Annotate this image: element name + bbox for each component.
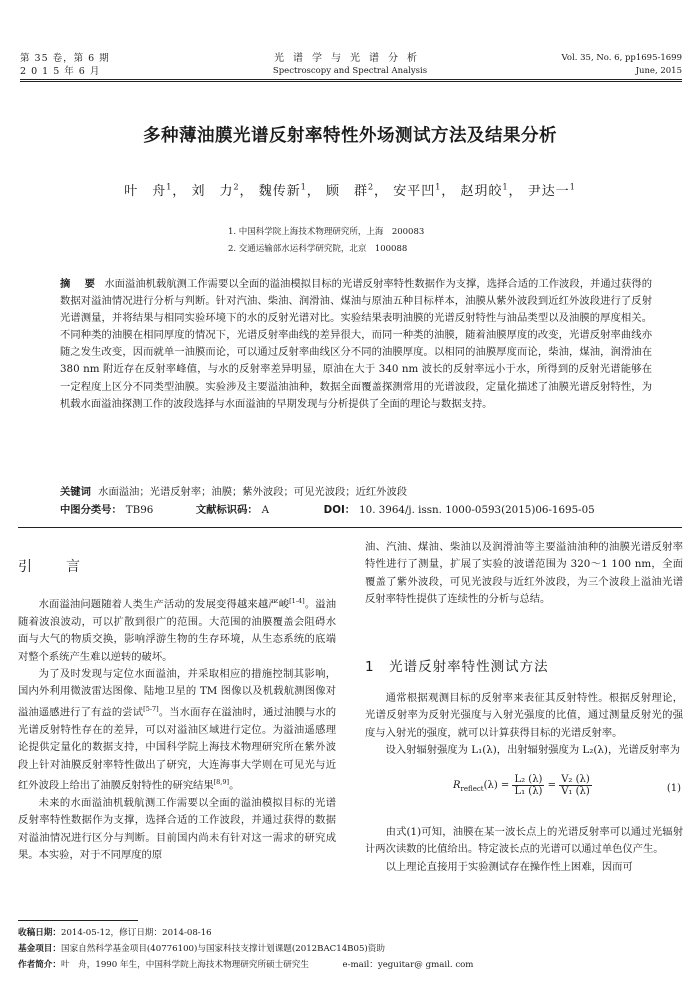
doi-value: 10. 3964/j. issn. 1000-0593(2015)06-1695-05 bbox=[359, 504, 595, 516]
affiliation: 1. 中国科学院上海技术物理研究所，上海 200083 bbox=[228, 227, 425, 237]
equation-1: $R_{reflect}(\lambda)$ = $\frac{\text{L₂ (λ)}}{\text{L₁ (λ)}}$ = $\frac{\text{V₂ (λ)}}{\text{V₁ (λ)}}$ (1) bbox=[453, 774, 681, 797]
paragraph: 为了及时发现与定位水面溢油，并采取相应的措施控制其影响，国内外利用微波雷达图像、陆地卫星的 TM 图像以及机载航测图像对溢油遥感进行了有益的尝试[5-7]。当水面存在溢油时，通过油膜与水的光谱反射特性存在的差异，可以对溢油区域进行定位。为溢油遥感理论提供定量化的数据支持，中国科学院上海技术物理研究所在紫外波段上针对油膜反射率特性做出了研究，大连海事大学则在可见光与近红外波段上给出了油膜反射特性的研究结果[8,9]。 bbox=[18, 668, 337, 792]
clc-value: TB96 bbox=[125, 504, 154, 516]
abstract-rule bbox=[18, 527, 682, 528]
header-rule-thin bbox=[20, 81, 682, 82]
section-1-body bbox=[365, 690, 683, 760]
citation: [1-4] bbox=[289, 597, 305, 605]
journal-name-en: Spectroscopy and Spectral Analysis bbox=[272, 66, 428, 76]
eq-lhs: $R_{reflect}(\lambda)$ = bbox=[453, 780, 510, 793]
author-email[interactable]: e-mail：yeguitar@ gmail. com bbox=[342, 960, 474, 970]
header-rule bbox=[20, 79, 682, 80]
paragraph: 通常根据观测目标的反射率来表征其反射特性。根据反射理论，光谱反射率为反射光强度与入射光强度的比值，通过测量反射光的强度与入射光的强度，就可以计算获得目标的光谱反射率。 bbox=[365, 692, 683, 739]
publication-date-en: June, 2015 bbox=[635, 66, 682, 76]
author-list: 叶 舟$^1$， 刘 力$^2$， 魏传新$^1$， 顾 群$^2$， 安平凹$^1$， 赵玥皎$^1$， 尹达一$^1$ bbox=[124, 182, 576, 199]
footnote-funding: 基金项目：国家自然科学基金项目(40776100)与国家科技支撑计划课题(2012BAC14B05)资助 bbox=[18, 944, 385, 954]
author: 顾 群$^2$ bbox=[325, 182, 375, 199]
eq-fraction: $\frac{\text{L₂ (λ)}}{\text{L₁ (λ)}}$ bbox=[514, 774, 543, 797]
section-1-body-continued bbox=[365, 824, 683, 876]
keywords bbox=[60, 484, 407, 501]
citation: [8,9] bbox=[213, 777, 230, 786]
intro-body-continued bbox=[365, 539, 683, 609]
classification bbox=[60, 502, 595, 519]
doc-code-value: A bbox=[261, 504, 270, 516]
author: 安平凹$^1$ bbox=[393, 182, 442, 199]
abstract-text: 水面溢油机载航测工作需要以全面的溢油模拟目标的光谱反射率特性数据作为支撑，选择合适的工作波段，并通过获得的数据对溢油情况进行分析与判断。针对汽油、柴油、润滑油、煤油与原油五种目标样本，油膜从紫外波段到近红外波段进行了反射光谱测量，并将结果与相同实验环境下的水的反射光谱对比。实验结果表明油膜的光谱反射特性与油品类型以及油膜的厚度相关。不同种类的油膜在相同厚度的情况下，光谱反射率曲线的差异很大，而同一种类的油膜，随着油膜厚度的改变，光谱反射率曲线亦随之发生改变，因而就单一油膜而论，可以通过反射率曲线区分不同的油膜厚度。以相同的油膜厚度而论，柴油，煤油，润滑油在 380 nm 附近存在反射率峰值，与水的反射率差异明显，原油在大于 340 nm 波长的反射率远小于水，所得到的反射光谱能够在一定程度上区分不同类型油膜。实验涉及主要溢油油种，数据全面覆盖探测常用的光谱波段，定量化描述了油膜光谱反射特性，为机载水面溢油探测工作的波段选择与水面溢油的早期发现与分析提供了全面的理论与数据支持。 bbox=[60, 278, 653, 410]
keywords-label: 关键词 bbox=[60, 486, 91, 498]
clc-label: 中图分类号： bbox=[60, 504, 122, 516]
abstract bbox=[60, 276, 652, 413]
paragraph: 设入射辐射强度为 L₁(λ)，出射辐射强度为 L₂(λ)，光谱反射率为 bbox=[385, 744, 681, 757]
volume-issue: 第 35 卷，第 6 期 bbox=[20, 53, 110, 64]
footnote-received: 收稿日期：2014-05-12，修订日期：2014-08-16 bbox=[18, 928, 212, 938]
footnote-rule bbox=[18, 920, 138, 921]
author: 赵玥皎$^1$ bbox=[460, 182, 509, 199]
publication-date: 2 0 1 5 年 6 月 bbox=[20, 66, 101, 77]
journal-name-cn: 光谱学与光谱分析 bbox=[274, 53, 426, 64]
paper-title: 多种薄油膜光谱反射率特性外场测试方法及结果分析 bbox=[143, 126, 557, 146]
paragraph: 水面溢油问题随着人类生产活动的发展变得越来越严峻[1-4]。溢油随着波浪波动，可以扩散到很广的范围。大范围的油膜覆盖会阻碍水面与大气的物质交换，影响浮游生物的生存环境，从生态系统的底端对整个系统产生难以逆转的破坏。 bbox=[18, 597, 337, 663]
paragraph: 由式(1)可知，油膜在某一波长点上的光谱反射率可以通过光辐射计两次读数的比值给出。特定波长点的光谱可以通过单色仪产生。 bbox=[365, 826, 683, 856]
eq-number: (1) bbox=[666, 783, 681, 794]
keywords-text: 水面溢油；光谱反射率；油膜；紫外波段；可见光波段；近红外波段 bbox=[98, 486, 408, 498]
volume-pages-en: Vol. 35, No. 6, pp1695-1699 bbox=[561, 53, 682, 63]
section-title-1: 1 光谱反射率特性测试方法 bbox=[365, 659, 549, 675]
intro-body bbox=[18, 593, 336, 864]
paragraph: 未来的水面溢油机载航测工作需要以全面的溢油模拟目标的光谱反射率特性数据作为支撑，选择合适的工作波段，并通过获得的数据对溢油情况进行区分与判断。目前国内尚未有针对这一需求的研究成果。本实验，对于不同厚度的原 bbox=[18, 796, 336, 861]
paragraph: 以上理论直接用于实验测试存在操作性上困难，因而可 bbox=[385, 860, 633, 873]
journal-volume-info-en bbox=[562, 52, 682, 78]
abstract-label: 摘 要 bbox=[60, 278, 98, 290]
section-title-intro: 引 言 bbox=[18, 559, 90, 575]
eq-fraction: $\frac{\text{V₂ (λ)}}{\text{V₁ (λ)}}$ bbox=[561, 774, 590, 797]
paragraph: 油、汽油、煤油、柴油以及润滑油等主要溢油油种的油膜光谱反射率特性进行了测量，扩展了实验的波谱范围为 320～1 100 nm，全面覆盖了紫外波段，可见光波段与近红外波段，为三个波段上溢油光谱反射率特性提供了连续性的分析与总结。 bbox=[365, 541, 683, 606]
citation: [5-7] bbox=[143, 704, 159, 713]
author: 尹达一$^1$ bbox=[527, 182, 576, 199]
footnote-author-bio: 作者简介：叶 舟，1990 年生，中国科学院上海技术物理研究所硕士研究生 e-mail：yeguitar@ gmail. com bbox=[18, 960, 474, 970]
author: 刘 力$^2$ bbox=[191, 182, 240, 199]
doc-code-label: 文献标识码： bbox=[195, 504, 258, 516]
affiliation: 2. 交通运输部水运科学研究院，北京 100088 bbox=[228, 244, 408, 254]
author: 魏传新$^1$ bbox=[258, 182, 307, 199]
author: 叶 舟$^1$ bbox=[124, 182, 173, 199]
doi-label: DOI： bbox=[323, 504, 356, 516]
